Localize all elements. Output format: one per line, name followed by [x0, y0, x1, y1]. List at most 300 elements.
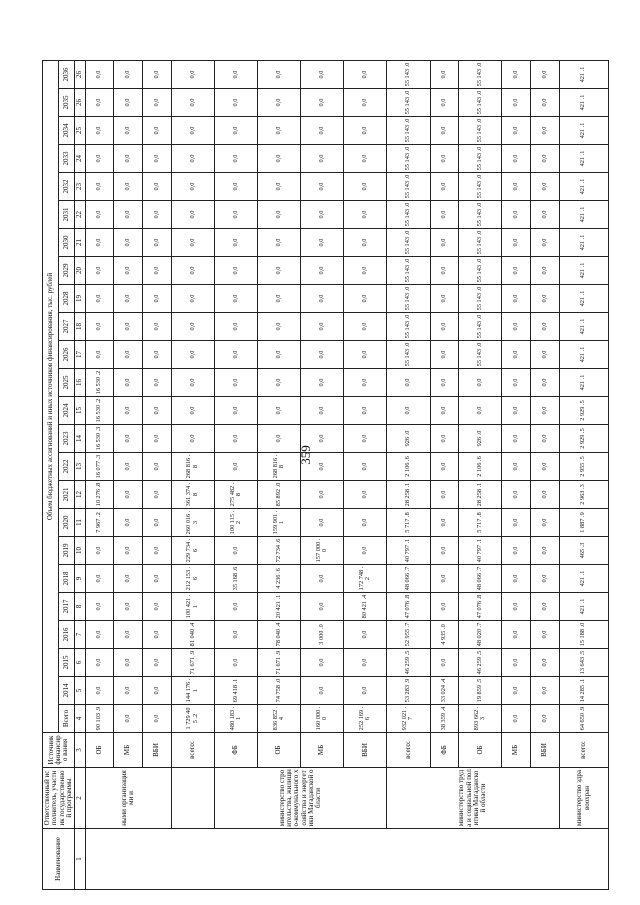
- value-cell: 0,0: [502, 61, 531, 89]
- value-cell: 0,0: [85, 257, 114, 285]
- value-cell: 0,0: [502, 201, 531, 229]
- value-cell: 0,0: [171, 229, 214, 257]
- value-cell: 0,0: [502, 257, 531, 285]
- value-cell: 0,0: [430, 649, 459, 677]
- value-cell: 0,0: [344, 229, 387, 257]
- value-cell: 0,0: [142, 677, 171, 705]
- value-cell: 0,0: [142, 89, 171, 117]
- value-cell: 0,0: [530, 481, 559, 509]
- value-cell: 0,0: [142, 453, 171, 481]
- value-cell: 0,0: [344, 173, 387, 201]
- value-cell: 421 .1: [559, 229, 608, 257]
- value-cell: 55 143 .0: [459, 313, 502, 341]
- value-cell: 0,0: [530, 313, 559, 341]
- value-cell: 69 418 .1: [214, 677, 257, 705]
- value-cell: 0,0: [502, 565, 531, 593]
- value-cell: 46 259 .5: [459, 649, 502, 677]
- value-cell: 40 797 .1: [387, 537, 430, 565]
- value-cell: 0,0: [301, 257, 344, 285]
- value-cell: 0,0: [344, 145, 387, 173]
- value-cell: 0,0: [257, 229, 300, 257]
- value-cell: 421 .1: [559, 89, 608, 117]
- responsible-cell: министерство строительства, жилищно-коммунального хозяйства и энергетики Магаданской области: [214, 768, 387, 829]
- value-cell: 48 020 .7: [459, 621, 502, 649]
- value-cell: 2 963 .3: [559, 481, 608, 509]
- value-cell: 0,0: [530, 145, 559, 173]
- value-cell: 0,0: [530, 565, 559, 593]
- value-cell: 0,0: [257, 425, 300, 453]
- table-row: [502, 61, 531, 890]
- header-year-2031: 2031: [59, 201, 75, 229]
- value-cell: 55 143 .0: [459, 229, 502, 257]
- value-cell: 0,0: [85, 593, 114, 621]
- name-cell: [85, 829, 608, 890]
- column-number: 26: [75, 61, 85, 89]
- table-row: [344, 61, 387, 890]
- value-cell: 0,0: [301, 61, 344, 89]
- value-cell: 0,0: [214, 593, 257, 621]
- value-cell: 0,0: [430, 229, 459, 257]
- value-cell: 0,0: [530, 61, 559, 89]
- header-year-2030: 2030: [59, 229, 75, 257]
- value-cell: 157 000 .0: [301, 537, 344, 565]
- value-cell: 0,0: [114, 173, 143, 201]
- header-year-2015: 2015: [59, 649, 75, 677]
- value-cell: 0,0: [530, 425, 559, 453]
- value-cell: 16 530 .3: [85, 425, 114, 453]
- value-cell: 0,0: [171, 117, 214, 145]
- value-cell: 0,0: [430, 341, 459, 369]
- header-year-2023: 2023: [59, 425, 75, 453]
- value-cell: 28 258 .1: [387, 481, 430, 509]
- value-cell: 0,0: [142, 481, 171, 509]
- value-cell: 0,0: [502, 481, 531, 509]
- value-cell: 0,0: [344, 257, 387, 285]
- value-cell: 0,0: [502, 117, 531, 145]
- source-cell: ВБИ: [344, 733, 387, 768]
- value-cell: 0,0: [530, 285, 559, 313]
- value-cell: 229 734 .6: [171, 537, 214, 565]
- value-cell: 4 236 .6: [257, 565, 300, 593]
- value-cell: 0,0: [301, 509, 344, 537]
- header-year-2033: 2033: [59, 145, 75, 173]
- value-cell: 100 421 .1: [171, 593, 214, 621]
- source-cell: МБ: [301, 733, 344, 768]
- header-year-2025: 2025: [59, 369, 75, 397]
- value-cell: 4 935 .0: [430, 621, 459, 649]
- value-cell: 0,0: [459, 397, 502, 425]
- value-cell: 0,0: [142, 621, 171, 649]
- value-cell: 0,0: [502, 425, 531, 453]
- value-cell: 38 359 .4: [430, 705, 459, 733]
- value-cell: 0,0: [85, 173, 114, 201]
- value-cell: 0,0: [430, 369, 459, 397]
- value-cell: 0,0: [171, 201, 214, 229]
- value-cell: 2 955 .5: [559, 453, 608, 481]
- column-number: 16: [75, 369, 85, 397]
- value-cell: 0,0: [171, 341, 214, 369]
- value-cell: 0,0: [85, 229, 114, 257]
- value-cell: 172 748 .2: [344, 565, 387, 593]
- value-cell: 0,0: [430, 425, 459, 453]
- value-cell: 0,0: [214, 453, 257, 481]
- source-cell: всего:: [387, 733, 430, 768]
- header-funding-title: Объем бюджетных ассигнований и иных источников финансирования, тыс. рублей: [43, 61, 59, 733]
- value-cell: 0,0: [142, 425, 171, 453]
- value-cell: 81 040 .4: [171, 621, 214, 649]
- value-cell: 932 021 .7: [387, 705, 430, 733]
- table-row: [301, 61, 344, 890]
- source-cell: всего:: [559, 733, 608, 768]
- value-cell: 55 143 .0: [459, 145, 502, 173]
- value-cell: 14 285 .1: [559, 677, 608, 705]
- value-cell: 0,0: [502, 313, 531, 341]
- value-cell: 0,0: [171, 425, 214, 453]
- value-cell: 0,0: [344, 369, 387, 397]
- value-cell: 0,0: [344, 397, 387, 425]
- value-cell: 0,0: [114, 257, 143, 285]
- value-cell: 0,0: [85, 313, 114, 341]
- value-cell: 55 143 .0: [387, 285, 430, 313]
- column-number: 2: [75, 768, 85, 829]
- value-cell: 421 .1: [559, 369, 608, 397]
- value-cell: 0,0: [530, 537, 559, 565]
- value-cell: 0,0: [257, 61, 300, 89]
- value-cell: 0,0: [301, 453, 344, 481]
- value-cell: 836 852 .4: [257, 705, 300, 733]
- value-cell: 0,0: [530, 649, 559, 677]
- value-cell: 64 650 .9: [559, 705, 608, 733]
- value-cell: 55 143 .0: [387, 229, 430, 257]
- value-cell: 0,0: [530, 89, 559, 117]
- header-total: Всего: [59, 705, 75, 733]
- value-cell: 0,0: [430, 89, 459, 117]
- value-cell: 0,0: [301, 145, 344, 173]
- value-cell: 0,0: [214, 397, 257, 425]
- value-cell: 260 016 .3: [171, 509, 214, 537]
- page-number: 359: [298, 445, 313, 465]
- value-cell: 78 040 .4: [257, 621, 300, 649]
- value-cell: 0,0: [114, 285, 143, 313]
- value-cell: 0,0: [301, 565, 344, 593]
- value-cell: 55 143 .0: [387, 117, 430, 145]
- value-cell: 0,0: [530, 453, 559, 481]
- value-cell: 0,0: [214, 369, 257, 397]
- header-source: Источник финансиро вания: [43, 733, 75, 768]
- value-cell: 212 153 .6: [171, 565, 214, 593]
- value-cell: 0,0: [257, 201, 300, 229]
- table-row: [530, 61, 559, 890]
- value-cell: 0,0: [430, 117, 459, 145]
- value-cell: 16 077 .3: [85, 453, 114, 481]
- column-number: 24: [75, 145, 85, 173]
- responsible-cell: министерство труда и социальной политики Магаданской области: [387, 768, 559, 829]
- source-cell: МБ: [502, 733, 531, 768]
- value-cell: 0,0: [344, 61, 387, 89]
- value-cell: 0,0: [85, 677, 114, 705]
- value-cell: 0,0: [114, 509, 143, 537]
- value-cell: 0,0: [530, 397, 559, 425]
- value-cell: 0,0: [502, 621, 531, 649]
- value-cell: 48 066 .7: [387, 565, 430, 593]
- value-cell: 0,0: [344, 453, 387, 481]
- value-cell: 7 967 .2: [85, 509, 114, 537]
- value-cell: 0,0: [301, 341, 344, 369]
- value-cell: 52 955 .7: [387, 621, 430, 649]
- value-cell: 0,0: [257, 257, 300, 285]
- column-number: 11: [75, 509, 85, 537]
- value-cell: 0,0: [530, 173, 559, 201]
- value-cell: 0,0: [430, 201, 459, 229]
- value-cell: 0,0: [530, 229, 559, 257]
- value-cell: 0,0: [114, 313, 143, 341]
- column-number: 15: [75, 397, 85, 425]
- value-cell: 0,0: [114, 565, 143, 593]
- value-cell: 0,0: [344, 285, 387, 313]
- header-year-2021: 2021: [59, 481, 75, 509]
- value-cell: 0,0: [114, 397, 143, 425]
- value-cell: 0,0: [344, 117, 387, 145]
- value-cell: 0,0: [430, 313, 459, 341]
- value-cell: 1 887 .9: [559, 509, 608, 537]
- value-cell: 421 .1: [559, 201, 608, 229]
- value-cell: 0,0: [142, 285, 171, 313]
- value-cell: 0,0: [214, 89, 257, 117]
- value-cell: 144 176 .1: [171, 677, 214, 705]
- value-cell: 55 143 .0: [387, 61, 430, 89]
- table-row: [114, 61, 143, 890]
- value-cell: 0,0: [430, 285, 459, 313]
- value-cell: 55 143 .0: [459, 61, 502, 89]
- header-year-2032: 2032: [59, 173, 75, 201]
- column-number: 17: [75, 341, 85, 369]
- source-cell: ФБ: [430, 733, 459, 768]
- value-cell: 421 .1: [559, 341, 608, 369]
- value-cell: 0,0: [430, 481, 459, 509]
- value-cell: 0,0: [85, 145, 114, 173]
- value-cell: 0,0: [344, 201, 387, 229]
- value-cell: 0,0: [85, 201, 114, 229]
- value-cell: 55 143 .0: [387, 89, 430, 117]
- value-cell: 0,0: [257, 173, 300, 201]
- value-cell: 0,0: [85, 285, 114, 313]
- value-cell: 0,0: [257, 285, 300, 313]
- value-cell: 0,0: [502, 369, 531, 397]
- column-number: 12: [75, 481, 85, 509]
- value-cell: 0,0: [301, 89, 344, 117]
- value-cell: 0,0: [85, 117, 114, 145]
- value-cell: 55 143 .0: [387, 313, 430, 341]
- value-cell: 0,0: [344, 677, 387, 705]
- source-cell: ОБ: [459, 733, 502, 768]
- column-number: 1: [75, 829, 85, 890]
- value-cell: 55 143 .0: [459, 285, 502, 313]
- value-cell: 0,0: [344, 313, 387, 341]
- value-cell: 0,0: [301, 593, 344, 621]
- value-cell: 0,0: [301, 201, 344, 229]
- header-year-2029: 2029: [59, 257, 75, 285]
- value-cell: 0,0: [114, 341, 143, 369]
- value-cell: 71 671 .9: [257, 649, 300, 677]
- value-cell: 28 258 .1: [459, 481, 502, 509]
- value-cell: 53 283 .9: [387, 677, 430, 705]
- value-cell: 0,0: [530, 509, 559, 537]
- value-cell: 0,0: [85, 341, 114, 369]
- value-cell: 20 421 .1: [257, 593, 300, 621]
- column-number: 5: [75, 677, 85, 705]
- source-cell: ВБИ: [530, 733, 559, 768]
- header-year-2014: 2014: [59, 677, 75, 705]
- value-cell: 0,0: [114, 117, 143, 145]
- header-row-main: [43, 61, 59, 890]
- column-number: 25: [75, 117, 85, 145]
- value-cell: 0,0: [502, 89, 531, 117]
- value-cell: 0,0: [142, 705, 171, 733]
- value-cell: 0,0: [502, 453, 531, 481]
- value-cell: 0,0: [301, 229, 344, 257]
- value-cell: 0,0: [214, 425, 257, 453]
- value-cell: 0,0: [114, 425, 143, 453]
- rotated-table-container: [42, 60, 597, 890]
- value-cell: 47 076 .8: [387, 593, 430, 621]
- value-cell: 55 143 .0: [459, 201, 502, 229]
- value-cell: 0,0: [430, 173, 459, 201]
- value-cell: 0,0: [502, 509, 531, 537]
- value-cell: 0,0: [114, 677, 143, 705]
- value-cell: 0,0: [114, 593, 143, 621]
- responsible-cell: [171, 768, 214, 829]
- table-row: [171, 61, 214, 890]
- header-year-2016: 2016: [59, 621, 75, 649]
- value-cell: 0,0: [530, 341, 559, 369]
- column-number: 4: [75, 705, 85, 733]
- value-cell: 0,0: [430, 565, 459, 593]
- value-cell: 48 066 .7: [459, 565, 502, 593]
- value-cell: 0,0: [301, 285, 344, 313]
- value-cell: 421 .1: [559, 285, 608, 313]
- value-cell: 0,0: [142, 145, 171, 173]
- value-cell: 0,0: [85, 61, 114, 89]
- value-cell: 0,0: [85, 537, 114, 565]
- header-year-2036: 2036: [59, 61, 75, 89]
- value-cell: 0,0: [344, 649, 387, 677]
- value-cell: 0,0: [171, 257, 214, 285]
- source-cell: ВБИ: [142, 733, 171, 768]
- value-cell: 465 .3: [559, 537, 608, 565]
- header-year-2019: 2019: [59, 537, 75, 565]
- value-cell: 0,0: [344, 537, 387, 565]
- value-cell: 0,0: [142, 117, 171, 145]
- value-cell: 421 .1: [559, 257, 608, 285]
- value-cell: 0,0: [171, 145, 214, 173]
- value-cell: 160 000 .0: [301, 705, 344, 733]
- value-cell: 55 143 .0: [459, 341, 502, 369]
- value-cell: 2 929 .5: [559, 425, 608, 453]
- value-cell: 0,0: [85, 649, 114, 677]
- value-cell: 0,0: [530, 593, 559, 621]
- value-cell: 0,0: [530, 677, 559, 705]
- value-cell: 0,0: [344, 621, 387, 649]
- value-cell: 0,0: [114, 649, 143, 677]
- header-year-2027: 2027: [59, 313, 75, 341]
- value-cell: 0,0: [142, 257, 171, 285]
- value-cell: 16 530 .2: [85, 397, 114, 425]
- value-cell: 0,0: [257, 117, 300, 145]
- value-cell: 0,0: [171, 369, 214, 397]
- value-cell: 0,0: [301, 677, 344, 705]
- responsible-cell: министерство здравоохран: [559, 768, 608, 829]
- value-cell: 10 276 .8: [85, 481, 114, 509]
- value-cell: 19 859 .5: [459, 677, 502, 705]
- value-cell: 0,0: [142, 173, 171, 201]
- value-cell: 0,0: [530, 201, 559, 229]
- column-number: 26: [75, 89, 85, 117]
- value-cell: 0,0: [430, 537, 459, 565]
- value-cell: 0,0: [171, 89, 214, 117]
- value-cell: 13 643 .5: [559, 649, 608, 677]
- value-cell: 0,0: [502, 285, 531, 313]
- value-cell: 0,0: [257, 145, 300, 173]
- value-cell: 2 929 .5: [559, 397, 608, 425]
- value-cell: 46 259 .5: [387, 649, 430, 677]
- value-cell: 0,0: [344, 425, 387, 453]
- value-cell: 3 000 .0: [301, 621, 344, 649]
- value-cell: 361 374 .8: [171, 481, 214, 509]
- value-cell: 55 143 .0: [387, 145, 430, 173]
- value-cell: 0,0: [430, 593, 459, 621]
- value-cell: 893 662 .3: [459, 705, 502, 733]
- value-cell: 0,0: [114, 481, 143, 509]
- value-cell: 268 816 .8: [257, 453, 300, 481]
- value-cell: 47 076 .8: [459, 593, 502, 621]
- value-cell: 0,0: [502, 173, 531, 201]
- value-cell: 0,0: [142, 369, 171, 397]
- value-cell: 15 188 .0: [559, 621, 608, 649]
- value-cell: 0,0: [114, 453, 143, 481]
- header-year-2020: 2020: [59, 509, 75, 537]
- value-cell: 0,0: [214, 117, 257, 145]
- value-cell: 55 143 .0: [459, 89, 502, 117]
- value-cell: 0,0: [257, 369, 300, 397]
- value-cell: 0,0: [114, 705, 143, 733]
- value-cell: 5 717 .8: [387, 509, 430, 537]
- value-cell: 0,0: [142, 229, 171, 257]
- value-cell: 0,0: [214, 313, 257, 341]
- value-cell: 0,0: [214, 537, 257, 565]
- value-cell: 0,0: [142, 509, 171, 537]
- table-row: [559, 61, 608, 890]
- value-cell: 0,0: [530, 621, 559, 649]
- value-cell: 421 .1: [559, 313, 608, 341]
- value-cell: 0,0: [114, 369, 143, 397]
- value-cell: 0,0: [214, 621, 257, 649]
- value-cell: 5 717 .8: [459, 509, 502, 537]
- header-year-2017: 2017: [59, 593, 75, 621]
- column-number: 10: [75, 537, 85, 565]
- value-cell: 2 106 .6: [387, 453, 430, 481]
- value-cell: 90 103 .9: [85, 705, 114, 733]
- value-cell: 421 .1: [559, 61, 608, 89]
- value-cell: 0,0: [114, 89, 143, 117]
- header-year-2026: 2026: [59, 341, 75, 369]
- value-cell: 0,0: [301, 173, 344, 201]
- value-cell: 35 168 .6: [214, 565, 257, 593]
- value-cell: 0,0: [502, 397, 531, 425]
- value-cell: 0,0: [301, 117, 344, 145]
- value-cell: 0,0: [459, 369, 502, 397]
- value-cell: 0,0: [114, 145, 143, 173]
- value-cell: 0,0: [502, 649, 531, 677]
